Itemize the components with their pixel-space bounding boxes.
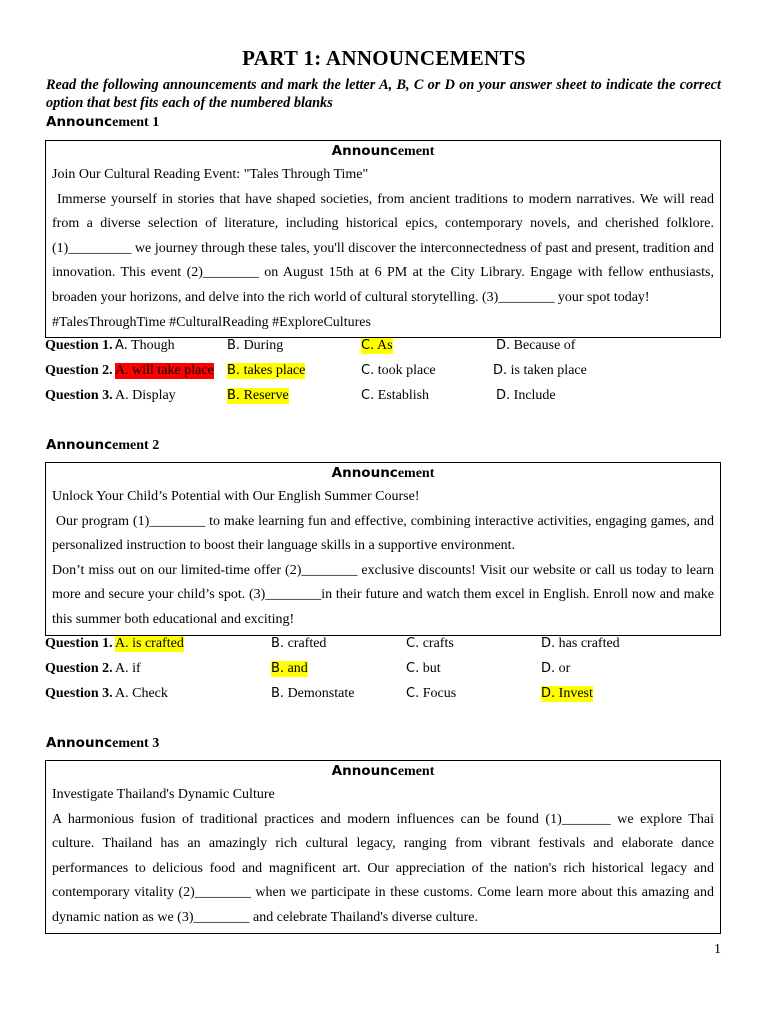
announcement-3-body: A harmonious fusion of traditional practices and modern influences can be found (1)_______ we explore Thai culture. Thailand has an amazingly rich cultural legacy, ranging from vibrant festivals and elaborate dance performances to delicious food and magnificent art. Our appreciation of the nation's rich historical legacy and contemporary vitality (2)________ when we participate in these customs. Come learn more about this amazing and dynamic nation as we (3)________ and celebrate Thailand's diverse culture. [52,811,714,925]
announcement-1-box [45,140,721,338]
option-a[interactable]: A. is crafted [115,636,184,651]
option-b[interactable]: B. and [271,661,308,676]
announcement-2-box-title: Announcement [331,465,435,481]
option-c[interactable]: C. took place [361,363,436,378]
option-d[interactable]: D. Because of [496,338,576,353]
announcement-2-question-1: Question 1. A. is crafted B. crafted C. crafts D. has crafted [45,636,620,651]
page-number: 1 [714,942,721,957]
announcement-2-box [45,462,721,636]
announcement-3-box [45,760,721,934]
announcement-2-course-title: Unlock Your Child’s Potential with Our English Summer Course! [52,489,420,504]
option-c[interactable]: C. As [361,338,393,353]
option-c[interactable]: C. Focus [406,686,457,701]
announcement-1-heading: Announcement 1 [46,114,160,130]
option-a[interactable]: A. Display [115,388,176,403]
option-a[interactable]: A. will take place [115,363,214,378]
option-b[interactable]: B. During [227,338,284,353]
announcement-1-hashtags: #TalesThroughTime #CulturalReading #ExploreCultures [52,314,371,330]
announcement-3-title: Investigate Thailand's Dynamic Culture [52,787,275,802]
announcement-2-question-3: Question 3. A. Check B. Demonstate C. Focus D. Invest [45,686,593,701]
option-d[interactable]: D. Include [496,388,556,403]
announcement-2-body-1: Our program (1)________ to make learning fun and effective, combining interactive activities, engaging games, and personalized instruction to boost their language skills in a supportive environment. [52,513,718,554]
announcement-1-box-title: Announcement [331,143,435,159]
instructions: Read the following announcements and mark the letter A, B, C or D on your answer sheet to indicate the correct option that best fits each of the numbered blanks [46,77,721,111]
announcement-1-body: Immerse yourself in stories that have shaped societies, from ancient traditions to modern narratives. We will read from a diverse selection of literature, including historical epics, contemporary novels, and cherished folklore. (1)_________ we journey through these tales, you'll discover the interconnectedness of past and present, tradition and innovation. This event (2)________ on August 15th at 6 PM at the City Library. Engage with fellow enthusiasts, broaden your horizons, and delve into the rich world of cultural storytelling. (3)________ your spot today! [52,191,718,305]
option-d[interactable]: D. is taken place [493,363,587,378]
option-d[interactable]: D. or [541,661,571,676]
option-b[interactable]: B. takes place [227,363,306,378]
announcement-3-heading: Announcement 3 [46,735,160,751]
option-a[interactable]: A. if [115,661,141,676]
announcement-3-box-title: Announcement [331,763,435,779]
page-title: PART 1: ANNOUNCEMENTS [242,46,526,70]
announcement-2-question-2: Question 2. A. if B. and C. but D. or [45,661,571,676]
option-b[interactable]: B. crafted [271,636,327,651]
option-d[interactable]: D. Invest [541,686,593,701]
announcement-2-heading: Announcement 2 [46,437,160,453]
announcement-1-question-1: Question 1. A. Though B. During C. As D. Because of [45,338,576,353]
option-c[interactable]: C. Establish [361,388,430,403]
option-a[interactable]: A. Check [115,686,168,701]
option-b[interactable]: B. Demonstate [271,686,355,701]
option-a[interactable]: A. Though [115,338,175,353]
option-d[interactable]: D. has crafted [541,636,620,651]
option-c[interactable]: C. crafts [406,636,454,651]
announcement-2-body-2: Don’t miss out on our limited-time offer (2)________ exclusive discounts! Visit our website or call us today to learn more and secure your child’s spot. (3)________in their future and watch them excel in English. Enroll now and make this summer both educational and exciting! [52,562,714,627]
option-c[interactable]: C. but [406,661,441,676]
announcement-1-question-2: Question 2. A. will take place B. takes place C. took place D. is taken place [45,363,587,378]
announcement-1-question-3: Question 3. A. Display B. Reserve C. Establish D. Include [45,388,556,403]
announcement-1-event-title: Join Our Cultural Reading Event: "Tales Through Time" [52,167,369,182]
option-b[interactable]: B. Reserve [227,388,289,403]
